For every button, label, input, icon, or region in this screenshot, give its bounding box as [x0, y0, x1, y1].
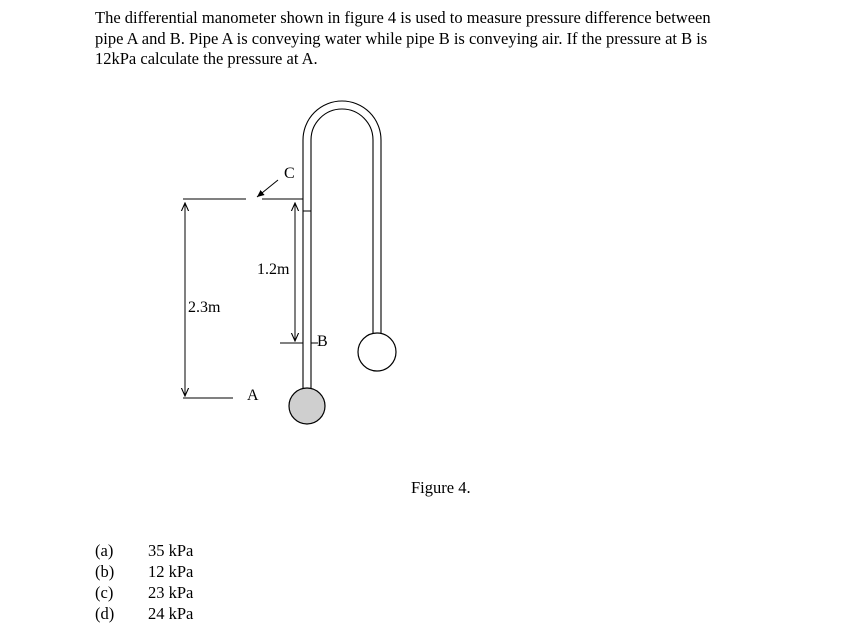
option-letter: (b) — [95, 562, 115, 581]
option-a — [95, 540, 193, 561]
option-value: 23 kPa — [148, 583, 194, 602]
option-d — [95, 603, 193, 624]
label-pipe-a: A — [247, 387, 259, 404]
label-height-1-2m: 1.2m — [257, 261, 290, 278]
pipe-b-circle — [358, 333, 396, 371]
option-b — [95, 561, 193, 582]
question-line-1: The differential manometer shown in figure 4 is used to measure pressure difference between — [95, 8, 711, 27]
option-letter: (c) — [95, 583, 114, 602]
leader-arrow-c — [257, 180, 278, 197]
option-c — [95, 582, 193, 603]
option-value: 24 kPa — [148, 604, 194, 623]
option-value: 35 kPa — [148, 541, 194, 560]
label-height-2-3m: 2.3m — [188, 299, 221, 316]
answer-options — [95, 540, 193, 624]
option-value: 12 kPa — [148, 562, 194, 581]
question-line-3: 12kPa calculate the pressure at A. — [95, 49, 318, 68]
label-pipe-b: B — [317, 333, 328, 350]
question-line-2: pipe A and B. Pipe A is conveying water while pipe B is conveying air. If the pressure at B is — [95, 28, 708, 48]
label-point-c: C — [284, 165, 295, 182]
figure-caption: Figure 4. — [411, 478, 471, 497]
option-letter: (a) — [95, 541, 114, 560]
option-letter: (d) — [95, 604, 115, 623]
pipe-a-circle — [289, 388, 325, 424]
